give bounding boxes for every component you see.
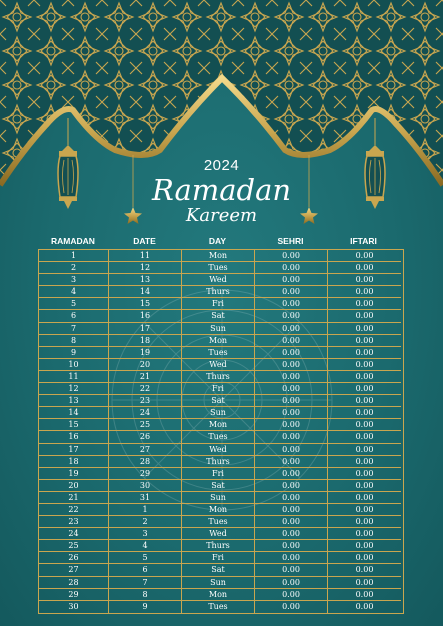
weekday-cell: Sat xyxy=(182,480,255,492)
sehri-time-cell: 0.00 xyxy=(255,286,328,298)
sehri-time-cell: 0.00 xyxy=(255,431,328,443)
sehri-time-cell: 0.00 xyxy=(255,407,328,419)
iftari-time-cell: 0.00 xyxy=(328,310,401,322)
sehri-time-cell: 0.00 xyxy=(255,371,328,383)
weekday-cell: Tues xyxy=(182,262,255,274)
table-header xyxy=(38,236,404,249)
date-cell: 6 xyxy=(109,564,182,576)
table-row xyxy=(39,323,403,335)
iftari-time-cell: 0.00 xyxy=(328,504,401,516)
ramadan-day-cell: 13 xyxy=(39,395,109,407)
date-cell: 22 xyxy=(109,383,182,395)
date-cell: 8 xyxy=(109,589,182,601)
iftari-time-cell: 0.00 xyxy=(328,274,401,286)
weekday-cell: Mon xyxy=(182,504,255,516)
ramadan-day-cell: 11 xyxy=(39,371,109,383)
column-header-iftari: IFTARI xyxy=(350,236,377,246)
weekday-cell: Sun xyxy=(182,407,255,419)
table-row xyxy=(39,601,403,613)
table-row xyxy=(39,456,403,468)
ramadan-day-cell: 2 xyxy=(39,262,109,274)
date-cell: 13 xyxy=(109,274,182,286)
iftari-time-cell: 0.00 xyxy=(328,540,401,552)
iftari-time-cell: 0.00 xyxy=(328,407,401,419)
sehri-time-cell: 0.00 xyxy=(255,468,328,480)
table-row xyxy=(39,371,403,383)
column-header-date: DATE xyxy=(133,236,156,246)
date-cell: 17 xyxy=(109,323,182,335)
date-cell: 28 xyxy=(109,456,182,468)
ramadan-day-cell: 7 xyxy=(39,323,109,335)
sehri-time-cell: 0.00 xyxy=(255,419,328,431)
sehri-time-cell: 0.00 xyxy=(255,359,328,371)
ramadan-day-cell: 14 xyxy=(39,407,109,419)
table-row xyxy=(39,286,403,298)
weekday-cell: Tues xyxy=(182,516,255,528)
date-cell: 3 xyxy=(109,528,182,540)
ramadan-day-cell: 5 xyxy=(39,298,109,310)
sehri-time-cell: 0.00 xyxy=(255,444,328,456)
iftari-time-cell: 0.00 xyxy=(328,286,401,298)
weekday-cell: Fri xyxy=(182,298,255,310)
ramadan-timetable xyxy=(38,236,404,614)
table-body xyxy=(38,249,404,614)
sehri-time-cell: 0.00 xyxy=(255,395,328,407)
column-header-day: DAY xyxy=(208,236,227,246)
table-row xyxy=(39,310,403,322)
sehri-time-cell: 0.00 xyxy=(255,250,328,262)
sehri-time-cell: 0.00 xyxy=(255,601,328,613)
table-row xyxy=(39,262,403,274)
table-row xyxy=(39,504,403,516)
date-cell: 23 xyxy=(109,395,182,407)
sehri-time-cell: 0.00 xyxy=(255,504,328,516)
iftari-time-cell: 0.00 xyxy=(328,564,401,576)
iftari-time-cell: 0.00 xyxy=(328,468,401,480)
ramadan-day-cell: 17 xyxy=(39,444,109,456)
table-row xyxy=(39,516,403,528)
sehri-time-cell: 0.00 xyxy=(255,589,328,601)
weekday-cell: Thurs xyxy=(182,286,255,298)
ramadan-day-cell: 23 xyxy=(39,516,109,528)
date-cell: 15 xyxy=(109,298,182,310)
weekday-cell: Sat xyxy=(182,564,255,576)
ramadan-day-cell: 21 xyxy=(39,492,109,504)
weekday-cell: Sat xyxy=(182,395,255,407)
weekday-cell: Wed xyxy=(182,359,255,371)
weekday-cell: Mon xyxy=(182,589,255,601)
sehri-time-cell: 0.00 xyxy=(255,262,328,274)
weekday-cell: Tues xyxy=(182,347,255,359)
sehri-time-cell: 0.00 xyxy=(255,492,328,504)
ramadan-day-cell: 18 xyxy=(39,456,109,468)
iftari-time-cell: 0.00 xyxy=(328,480,401,492)
weekday-cell: Sun xyxy=(182,492,255,504)
date-cell: 26 xyxy=(109,431,182,443)
iftari-time-cell: 0.00 xyxy=(328,262,401,274)
date-cell: 18 xyxy=(109,335,182,347)
iftari-time-cell: 0.00 xyxy=(328,250,401,262)
weekday-cell: Wed xyxy=(182,274,255,286)
table-row xyxy=(39,419,403,431)
date-cell: 1 xyxy=(109,504,182,516)
date-cell: 24 xyxy=(109,407,182,419)
iftari-time-cell: 0.00 xyxy=(328,444,401,456)
ramadan-day-cell: 6 xyxy=(39,310,109,322)
iftari-time-cell: 0.00 xyxy=(328,335,401,347)
date-cell: 27 xyxy=(109,444,182,456)
iftari-time-cell: 0.00 xyxy=(328,383,401,395)
date-cell: 9 xyxy=(109,601,182,613)
ramadan-day-cell: 30 xyxy=(39,601,109,613)
weekday-cell: Fri xyxy=(182,468,255,480)
weekday-cell: Thurs xyxy=(182,371,255,383)
weekday-cell: Sun xyxy=(182,577,255,589)
iftari-time-cell: 0.00 xyxy=(328,456,401,468)
date-cell: 4 xyxy=(109,540,182,552)
weekday-cell: Mon xyxy=(182,250,255,262)
date-cell: 12 xyxy=(109,262,182,274)
iftari-time-cell: 0.00 xyxy=(328,516,401,528)
iftari-time-cell: 0.00 xyxy=(328,419,401,431)
weekday-cell: Tues xyxy=(182,601,255,613)
iftari-time-cell: 0.00 xyxy=(328,528,401,540)
weekday-cell: Wed xyxy=(182,444,255,456)
table-row xyxy=(39,564,403,576)
date-cell: 25 xyxy=(109,419,182,431)
table-row xyxy=(39,468,403,480)
ramadan-day-cell: 9 xyxy=(39,347,109,359)
iftari-time-cell: 0.00 xyxy=(328,589,401,601)
iftari-time-cell: 0.00 xyxy=(328,371,401,383)
ramadan-day-cell: 3 xyxy=(39,274,109,286)
sehri-time-cell: 0.00 xyxy=(255,347,328,359)
date-cell: 7 xyxy=(109,577,182,589)
iftari-time-cell: 0.00 xyxy=(355,601,374,611)
ramadan-day-cell: 4 xyxy=(39,286,109,298)
weekday-cell: Thurs xyxy=(182,540,255,552)
ramadan-day-cell: 20 xyxy=(39,480,109,492)
table-row xyxy=(39,480,403,492)
sehri-time-cell: 0.00 xyxy=(255,540,328,552)
sehri-time-cell: 0.00 xyxy=(255,274,328,286)
date-cell: 11 xyxy=(109,250,182,262)
table-row xyxy=(39,250,403,262)
ramadan-day-cell: 12 xyxy=(39,383,109,395)
sehri-time-cell: 0.00 xyxy=(255,516,328,528)
table-row xyxy=(39,383,403,395)
sehri-time-cell: 0.00 xyxy=(255,552,328,564)
date-cell: 31 xyxy=(109,492,182,504)
iftari-time-cell: 0.00 xyxy=(328,323,401,335)
table-row xyxy=(39,298,403,310)
table-row xyxy=(39,589,403,601)
sehri-time-cell: 0.00 xyxy=(255,310,328,322)
year-label: 2024 xyxy=(203,157,240,174)
ramadan-day-cell: 24 xyxy=(39,528,109,540)
table-row xyxy=(39,552,403,564)
ramadan-day-cell: 25 xyxy=(39,540,109,552)
table-row xyxy=(39,577,403,589)
iftari-time-cell: 0.00 xyxy=(328,577,401,589)
weekday-cell: Mon xyxy=(182,335,255,347)
date-cell: 19 xyxy=(109,347,182,359)
weekday-cell: Fri xyxy=(182,552,255,564)
ramadan-day-cell: 29 xyxy=(39,589,109,601)
sehri-time-cell: 0.00 xyxy=(255,577,328,589)
sehri-time-cell: 0.00 xyxy=(255,298,328,310)
ramadan-day-cell: 19 xyxy=(39,468,109,480)
date-cell: 20 xyxy=(109,359,182,371)
table-row xyxy=(39,395,403,407)
date-cell: 21 xyxy=(109,371,182,383)
column-header-sehri: SEHRI xyxy=(277,236,304,246)
iftari-time-cell: 0.00 xyxy=(328,431,401,443)
table-row xyxy=(39,359,403,371)
table-row xyxy=(39,528,403,540)
table-row xyxy=(39,492,403,504)
weekday-cell: Fri xyxy=(182,383,255,395)
iftari-time-cell: 0.00 xyxy=(328,298,401,310)
date-cell: 30 xyxy=(109,480,182,492)
sehri-time-cell: 0.00 xyxy=(255,456,328,468)
iftari-time-cell: 0.00 xyxy=(328,347,401,359)
date-cell: 16 xyxy=(109,310,182,322)
ramadan-day-cell: 26 xyxy=(39,552,109,564)
title-block xyxy=(0,158,443,226)
iftari-time-cell: 0.00 xyxy=(328,492,401,504)
table-row xyxy=(39,540,403,552)
ramadan-day-cell: 1 xyxy=(39,250,109,262)
iftari-time-cell: 0.00 xyxy=(328,395,401,407)
iftari-time-cell: 0.00 xyxy=(328,359,401,371)
table-row xyxy=(39,431,403,443)
date-cell: 14 xyxy=(109,286,182,298)
ramadan-day-cell: 15 xyxy=(39,419,109,431)
sehri-time-cell: 0.00 xyxy=(255,335,328,347)
table-row xyxy=(39,407,403,419)
table-row xyxy=(39,274,403,286)
weekday-cell: Tues xyxy=(182,431,255,443)
sehri-time-cell: 0.00 xyxy=(255,528,328,540)
ramadan-day-cell: 27 xyxy=(39,564,109,576)
iftari-time-cell: 0.00 xyxy=(328,552,401,564)
page-title: Ramadan xyxy=(151,173,292,207)
sehri-time-cell: 0.00 xyxy=(255,564,328,576)
sehri-time-cell: 0.00 xyxy=(255,323,328,335)
ramadan-day-cell: 22 xyxy=(39,504,109,516)
ramadan-day-cell: 8 xyxy=(39,335,109,347)
ramadan-day-cell: 10 xyxy=(39,359,109,371)
column-header-ramadan: RAMADAN xyxy=(51,236,95,246)
sehri-time-cell: 0.00 xyxy=(255,480,328,492)
date-cell: 29 xyxy=(109,468,182,480)
page-subtitle: Kareem xyxy=(185,205,258,226)
date-cell: 2 xyxy=(109,516,182,528)
ramadan-day-cell: 16 xyxy=(39,431,109,443)
ramadan-day-cell: 28 xyxy=(39,577,109,589)
table-row xyxy=(39,444,403,456)
weekday-cell: Mon xyxy=(182,419,255,431)
table-row xyxy=(39,347,403,359)
weekday-cell: Sat xyxy=(182,310,255,322)
date-cell: 5 xyxy=(109,552,182,564)
sehri-time-cell: 0.00 xyxy=(255,383,328,395)
weekday-cell: Thurs xyxy=(182,456,255,468)
weekday-cell: Sun xyxy=(182,323,255,335)
weekday-cell: Wed xyxy=(182,528,255,540)
table-row xyxy=(39,335,403,347)
